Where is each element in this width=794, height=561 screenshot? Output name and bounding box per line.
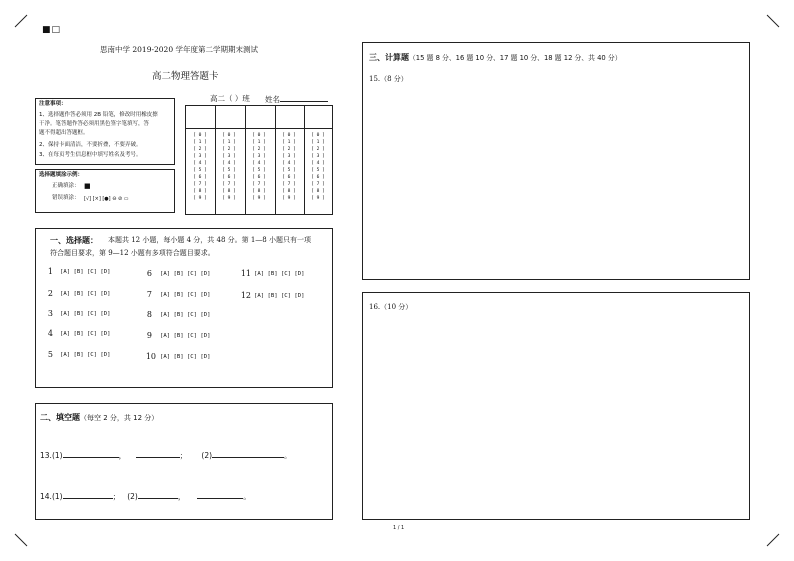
q13-blank-1[interactable] [63,449,119,458]
id-digit-bubble[interactable]: [ 9 ] [222,196,236,201]
calc-section-q16[interactable] [362,292,750,520]
calc-score-note: （15 题 8 分、16 题 10 分、17 题 10 分、18 题 12 分、共 40 分） [409,54,622,62]
id-digit-bubble[interactable]: [ 1 ] [311,140,325,145]
id-digit-bubble[interactable]: [ 4 ] [311,161,325,166]
id-digit-bubble[interactable]: [ 3 ] [222,154,236,159]
q14-blank-1[interactable] [63,490,113,499]
id-digit-bubble[interactable]: [ 5 ] [252,168,266,173]
id-digit-bubble[interactable]: [ 0 ] [193,133,207,138]
id-digit-bubble[interactable]: [ 2 ] [193,147,207,152]
notes-title: 注意事项： [39,101,67,107]
id-digit-bubble[interactable]: [ 2 ] [252,147,266,152]
question-14 [40,490,251,502]
id-digit-bubble[interactable]: [ 0 ] [252,133,266,138]
answer-options[interactable]: [A] [B] [C] [D] [60,331,111,337]
id-digit-bubble[interactable]: [ 8 ] [252,189,266,194]
id-digit-bubble[interactable]: [ 7 ] [282,182,296,187]
id-digit-bubble[interactable]: [ 4 ] [222,161,236,166]
id-digit-bubble[interactable]: [ 6 ] [193,175,207,180]
correct-fill-label: 正确填涂： [52,183,80,189]
answer-options[interactable]: [A] [B] [C] [D] [60,311,111,317]
q14-part-1-label: (1) [51,492,63,501]
q14-number: 14. [40,492,52,501]
id-digit-column[interactable] [245,132,273,202]
id-digit-bubble[interactable]: [ 0 ] [311,133,325,138]
answer-options[interactable]: [A] [B] [C] [D] [160,271,211,277]
fill-in-section [35,403,333,520]
answer-options[interactable]: [A] [B] [C] [D] [60,291,111,297]
id-digit-bubble[interactable]: [ 1 ] [252,140,266,145]
id-digit-bubble[interactable]: [ 5 ] [222,168,236,173]
id-digit-bubble[interactable]: [ 6 ] [252,175,266,180]
card-title: 高二物理答题卡 [152,71,219,82]
corner-mark-bottom-left [14,533,28,547]
class-label: 高二（ ）班 [210,94,250,103]
id-digit-bubble[interactable]: [ 3 ] [252,154,266,159]
notes-item: 题不得超出答题框。 [39,130,89,136]
fill-example-box [35,169,175,213]
choice-desc-line-2: 符合题目要求，第 9—12 小题有多项符合题目要求。 [50,249,215,257]
id-digit-bubble[interactable]: [ 5 ] [193,168,207,173]
id-digit-bubble[interactable]: [ 9 ] [252,196,266,201]
notes-item: 3、在每页考生信息框中填写姓名及考号。 [39,152,142,158]
id-digit-bubble[interactable]: [ 8 ] [311,189,325,194]
question-number: 11 [240,269,251,278]
correct-fill-mark: ■ [84,182,91,190]
q14-part-2-label: (2) [127,492,138,501]
q14-blank-3[interactable] [197,490,243,499]
name-label [265,93,328,105]
fill-in-title [40,412,158,423]
id-digit-bubble[interactable]: [ 4 ] [282,161,296,166]
id-digit-bubble[interactable]: [ 6 ] [222,175,236,180]
id-digit-bubble[interactable]: [ 7 ] [311,182,325,187]
wrong-fill-label: 错误填涂： [52,195,80,201]
q13-separator: ， [118,451,127,460]
choice-desc-line-1: 本题共 12 小题，每小题 4 分，共 48 分。第 1—8 小题只有一项 [108,236,311,244]
question-number: 6 [146,269,152,278]
notes-item: 2、保持卡面清洁，不要折叠，不要弄破。 [39,142,142,148]
id-digit-bubble[interactable]: [ 3 ] [193,154,207,159]
id-digit-bubble[interactable]: [ 7 ] [222,182,236,187]
id-digit-bubble[interactable]: [ 4 ] [193,161,207,166]
id-digit-bubble[interactable]: [ 7 ] [193,182,207,187]
id-digit-column[interactable] [275,132,303,202]
id-digit-bubble[interactable]: [ 8 ] [193,189,207,194]
question-number: 10 [145,352,156,361]
answer-options[interactable]: [A] [B] [C] [D] [160,333,211,339]
fill-example-title: 选择题填涂示例： [39,172,84,178]
q13-blank-2[interactable] [136,449,180,458]
id-digit-bubble[interactable]: [ 0 ] [222,133,236,138]
answer-options[interactable]: [A] [B] [C] [D] [254,271,305,277]
choice-section [35,228,333,388]
name-blank[interactable] [280,93,328,102]
calc-title-text: 三、计算题 [369,53,409,62]
question-number: 3 [47,309,53,318]
marker-glyph: ■□ [42,25,62,35]
id-digit-bubble[interactable]: [ 2 ] [282,147,296,152]
q14-separator: ； [112,492,121,501]
answer-options[interactable]: [A] [B] [C] [D] [254,293,305,299]
answer-options[interactable]: [A] [B] [C] [D] [60,269,111,275]
answer-options[interactable]: [A] [B] [C] [D] [160,312,211,318]
q14-separator: ， [177,492,186,501]
id-digit-bubble[interactable]: [ 7 ] [252,182,266,187]
fill-in-score-note: （每空 2 分，共 12 分） [80,414,159,422]
school-line: 思南中学 2019-2020 学年度第二学期期末测试 [100,45,258,54]
question-number: 12 [240,291,251,300]
notes-item: 干净。笔答题作答必须用黑色签字笔填写，答 [39,121,150,127]
id-digit-bubble[interactable]: [ 5 ] [311,168,325,173]
question-number: 5 [47,350,53,359]
id-digit-column[interactable] [304,132,332,202]
question-number: 7 [146,290,152,299]
id-digit-bubble[interactable]: [ 0 ] [282,133,296,138]
q13-part-2-label: (2) [201,451,213,460]
q16-label: 16.（10 分） [369,303,413,311]
id-digit-bubble[interactable]: [ 5 ] [282,168,296,173]
id-digit-column[interactable] [215,132,243,202]
q13-blank-3[interactable] [212,449,284,458]
id-digit-bubble[interactable]: [ 6 ] [282,175,296,180]
question-number: 1 [47,267,53,276]
id-digit-bubble[interactable]: [ 2 ] [222,147,236,152]
id-digit-bubble[interactable]: [ 9 ] [193,196,207,201]
question-number: 8 [146,310,152,319]
page-number: 1 / 1 [393,525,405,531]
answer-options[interactable]: [A] [B] [C] [D] [160,354,211,360]
corner-mark-top-right [766,14,780,28]
question-number: 4 [47,329,53,338]
question-number: 2 [47,289,53,298]
notes-item: 1、选择题作答必须用 2B 铅笔，修改时用橡皮擦 [39,112,158,118]
fill-in-title-text: 二、填空题 [40,413,80,422]
id-digit-bubble[interactable]: [ 6 ] [311,175,325,180]
id-digit-bubble[interactable]: [ 9 ] [282,196,296,201]
q14-end: 。 [243,492,251,501]
q15-label: 15.（8 分） [369,75,408,83]
id-write-row [186,106,332,129]
answer-options[interactable]: [A] [B] [C] [D] [60,352,111,358]
id-digit-bubble[interactable]: [ 3 ] [282,154,296,159]
notes-box [35,98,175,165]
answer-options[interactable]: [A] [B] [C] [D] [160,292,211,298]
corner-mark-bottom-right [766,533,780,547]
name-label-text: 姓名 [265,95,280,104]
id-digit-bubble[interactable]: [ 1 ] [222,140,236,145]
id-digit-bubble[interactable]: [ 3 ] [311,154,325,159]
id-digit-bubble[interactable]: [ 8 ] [222,189,236,194]
q13-part-1-label: (1) [51,451,63,460]
wrong-fill-marks: [√] [×] [●] ⊖ ⊘ ▭ [84,196,129,202]
choice-title: 一、选择题： [50,236,98,245]
question-13 [40,449,292,461]
q13-separator: ； [179,451,188,460]
id-digit-bubble[interactable]: [ 1 ] [193,140,207,145]
calc-section-q15[interactable] [362,42,750,280]
id-digit-bubble[interactable]: [ 2 ] [311,147,325,152]
corner-mark-top-left [14,14,28,28]
id-digit-bubble[interactable]: [ 4 ] [252,161,266,166]
q13-number: 13. [40,451,52,460]
q13-end: 。 [284,451,292,460]
id-digit-column[interactable] [186,132,214,202]
calc-title [369,52,622,63]
question-number: 9 [146,331,152,340]
id-digit-bubble[interactable]: [ 1 ] [282,140,296,145]
id-digit-bubble[interactable]: [ 9 ] [311,196,325,201]
id-digit-bubble[interactable]: [ 8 ] [282,189,296,194]
q14-blank-2[interactable] [138,490,178,499]
